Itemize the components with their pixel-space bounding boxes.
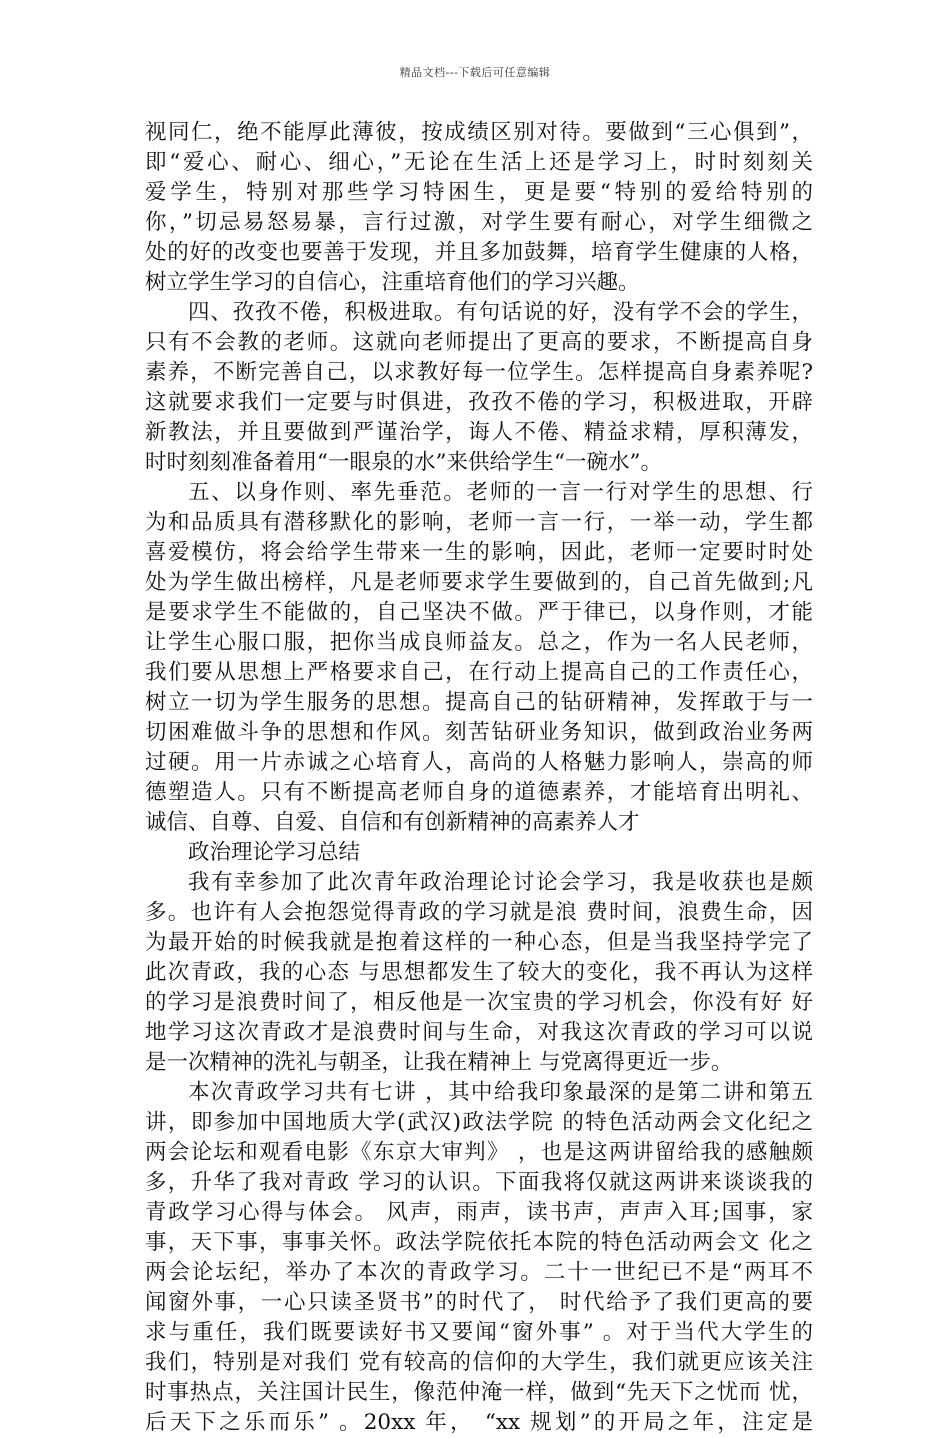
text-line: 讲，即参加中国地质大学(武汉)政法学院 的特色活动两会文化纪之	[145, 1110, 813, 1135]
text-line: 树立一切为学生服务的思想。提高自己的钻研精神，发挥敢于与一	[145, 690, 813, 715]
document-body	[145, 118, 813, 1438]
text-line: 时时刻刻准备着用“一眼泉的水”来供给学生“一碗水”。	[145, 450, 662, 475]
text-line: 喜爱模仿，将会给学生带来一生的影响，因此，老师一定要时时处	[145, 540, 813, 565]
text-line: 后天下之乐而乐” 。20xx 年， “xx 规划”的开局之年，注定是	[145, 1410, 813, 1435]
text-line: 处为学生做出榜样，凡是老师要求学生要做到的，自己首先做到;凡	[145, 570, 813, 595]
text-line: 这就要求我们一定要与时俱进，孜孜不倦的学习，积极进取，开辟	[145, 390, 813, 415]
text-line: 多，升华了我对青政 学习的认识。下面我将仅就这两讲来谈谈我的	[145, 1170, 813, 1195]
text-line: 时事热点，关注国计民生，像范仲淹一样，做到“先天下之忧而 忧，	[145, 1380, 813, 1405]
text-line: 本次青政学习共有七讲 ，其中给我印象最深的是第二讲和第五	[188, 1080, 813, 1105]
text-line: 让学生心服口服，把你当成良师益友。总之，作为一名人民老师，	[145, 630, 813, 655]
text-line: 闻窗外事，一心只读圣贤书”的时代了， 时代给予了我们更高的要	[145, 1290, 813, 1315]
text-line: 青政学习心得与体会。 风声，雨声，读书声，声声入耳;国事，家	[145, 1200, 813, 1225]
text-line: 事，天下事，事事关怀。政法学院依托本院的特色活动两会文 化之	[145, 1230, 813, 1255]
text-line: 多。也许有人会抱怨觉得青政的学习就是浪 费时间，浪费生命，因	[145, 900, 813, 925]
text-line: 地学习这次青政才是浪费时间与生命，对我这次青政的学习可以说	[145, 1020, 813, 1045]
text-line: 诚信、自尊、自爱、自信和有创新精神的高素养人才	[145, 810, 640, 835]
text-line: 新教法，并且要做到严谨治学，诲人不倦、精益求精，厚积薄发，	[145, 420, 813, 445]
text-line: 两会论坛纪，举办了本次的青政学习。二十一世纪已不是“两耳不	[145, 1260, 813, 1285]
text-line: 两会论坛和观看电影《东京大审判》 ，也是这两讲留给我的感触颇	[145, 1140, 813, 1165]
page-header: 精品文档---下载后可任意编辑	[399, 66, 551, 79]
text-line: 视同仁，绝不能厚此薄彼，按成绩区别对待。要做到“三心俱到”，	[145, 120, 813, 145]
text-line: 政治理论学习总结	[188, 840, 361, 865]
text-line: 四、孜孜不倦，积极进取。有句话说的好，没有学不会的学生，	[188, 300, 813, 325]
text-line: 我们要从思想上严格要求自己，在行动上提高自己的工作责任心，	[145, 660, 813, 685]
text-line: 为最开始的时候我就是抱着这样的一种心态，但是当我坚持学完了	[145, 930, 813, 955]
text-line: 求与重任，我们既要读好书又要闻“窗外事” 。对于当代大学生的	[145, 1320, 813, 1345]
text-line: 是要求学生不能做的，自己坚决不做。严于律已，以身作则，才能	[145, 600, 813, 625]
text-line: 处的好的改变也要善于发现，并且多加鼓舞，培育学生健康的人格，	[145, 240, 813, 265]
text-line: 此次青政，我的心态 与思想都发生了较大的变化，我不再认为这样	[145, 960, 813, 985]
text-line: 爱学生，特别对那些学习特困生，更是要“特别的爱给特别的	[145, 180, 813, 205]
text-line: 切困难做斗争的思想和作风。刻苦钻研业务知识，做到政治业务两	[145, 720, 813, 745]
text-line: 我有幸参加了此次青年政治理论讨论会学习，我是收获也是颇	[188, 870, 813, 895]
text-line: 过硬。用一片赤诚之心培育人，高尚的人格魅力影响人，崇高的师	[145, 750, 813, 775]
text-line: 只有不会教的老师。这就向老师提出了更高的要求，不断提高自身	[145, 330, 813, 355]
text-line: 为和品质具有潜移默化的影响，老师一言一行，一举一动，学生都	[145, 510, 813, 535]
text-line: 素养，不断完善自己，以求教好每一位学生。怎样提高自身素养呢?	[145, 360, 813, 385]
text-line: 是一次精神的洗礼与朝圣，让我在精神上 与党离得更近一步。	[145, 1050, 733, 1075]
text-line: 的学习是浪费时间了，相反他是一次宝贵的学习机会，你没有好 好	[145, 990, 813, 1015]
text-line: 树立学生学习的自信心，注重培育他们的学习兴趣。	[145, 270, 640, 295]
text-line: 德塑造人。只有不断提高老师自身的道德素养，才能培育出明礼、	[145, 780, 813, 805]
text-line: 你，”切忌易怒易暴，言行过激，对学生要有耐心，对学生细微之	[145, 210, 813, 235]
text-line: 即“爱心、耐心、细心，”无论在生活上还是学习上，时时刻刻关	[145, 150, 813, 175]
text-line: 我们，特别是对我们 党有较高的信仰的大学生，我们就更应该关注	[145, 1350, 813, 1375]
text-line: 五、以身作则、率先垂范。老师的一言一行对学生的思想、行	[188, 480, 813, 505]
